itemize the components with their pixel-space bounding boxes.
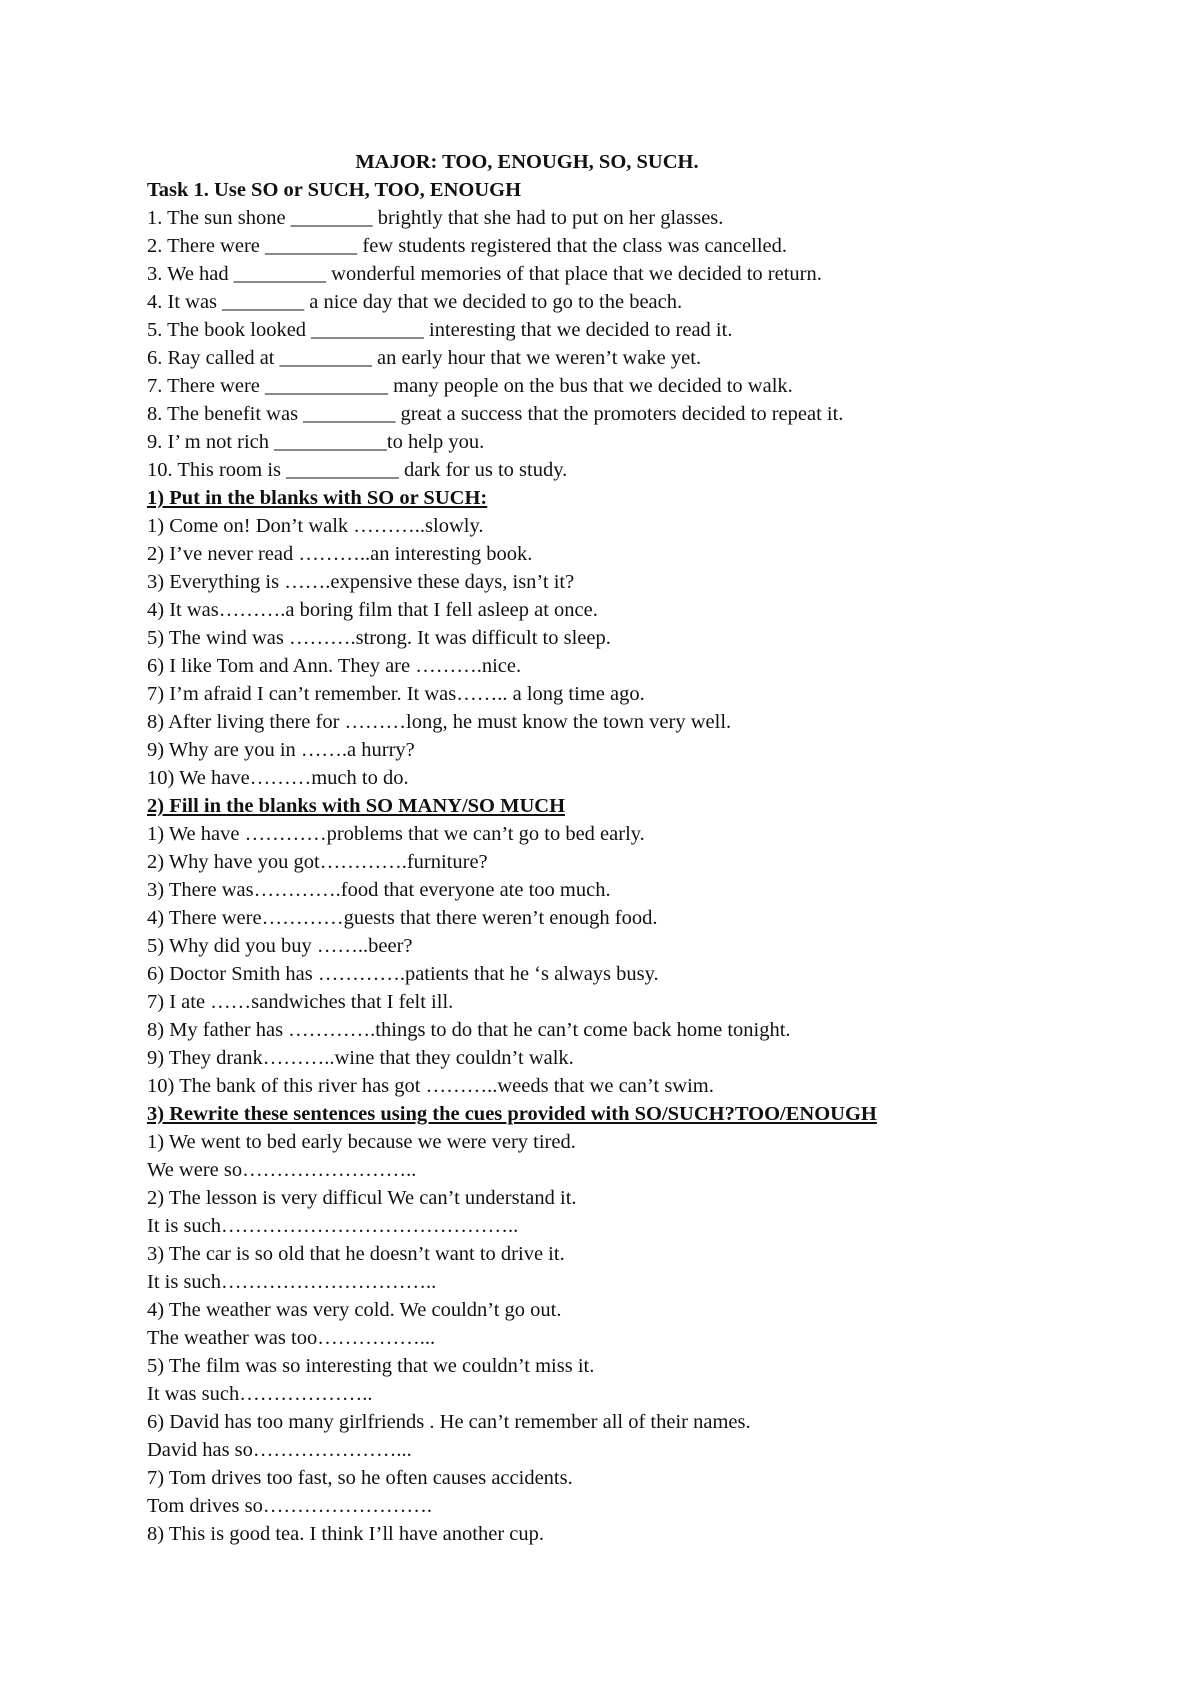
task1-item: 10. This room is ___________ dark for us to study.	[147, 459, 568, 481]
task1-heading: Task 1. Use SO or SUCH, TOO, ENOUGH	[147, 179, 522, 201]
task1-item: 6. Ray called at _________ an early hour that we weren’t wake yet.	[147, 347, 702, 369]
section1-item: 4) It was……….a boring film that I fell asleep at once.	[147, 599, 598, 621]
task1-item: 8. The benefit was _________ great a success that the promoters decided to repeat it.	[147, 403, 844, 425]
section3-item: 1) We went to bed early because we were very tired.	[147, 1131, 576, 1153]
section3-item: David has so…………………...	[147, 1439, 412, 1461]
section3-item: It is such…………………………..	[147, 1271, 437, 1293]
section2-item: 5) Why did you buy ……..beer?	[147, 935, 413, 957]
section1-item: 8) After living there for ………long, he must know the town very well.	[147, 711, 732, 733]
section2-item: 4) There were…………guests that there weren’t enough food.	[147, 907, 658, 929]
task1-item: 5. The book looked ___________ interesting that we decided to read it.	[147, 319, 733, 341]
task1-item: 2. There were _________ few students registered that the class was cancelled.	[147, 235, 788, 257]
section3-item: We were so……………………..	[147, 1159, 417, 1181]
section1-item: 7) I’m afraid I can’t remember. It was…….. a long time ago.	[147, 683, 645, 705]
section1-item: 10) We have………much to do.	[147, 767, 409, 789]
section3-heading: 3) Rewrite these sentences using the cues provided with SO/SUCH?TOO/ENOUGH	[147, 1103, 877, 1125]
section3-item: Tom drives so…………………….	[147, 1495, 432, 1517]
section3-item: 8) This is good tea. I think I’ll have another cup.	[147, 1523, 544, 1545]
task1-item: 3. We had _________ wonderful memories of that place that we decided to return.	[147, 263, 822, 285]
section1-item: 9) Why are you in …….a hurry?	[147, 739, 415, 761]
section1-item: 3) Everything is …….expensive these days, isn’t it?	[147, 571, 575, 593]
section2-item: 9) They drank………..wine that they couldn’t walk.	[147, 1047, 574, 1069]
section3-item: 2) The lesson is very difficul We can’t understand it.	[147, 1187, 577, 1209]
task1-item: 7. There were ____________ many people on the bus that we decided to walk.	[147, 375, 793, 397]
section3-item: It is such……………………………………..	[147, 1215, 519, 1237]
section1-item: 6) I like Tom and Ann. They are ……….nice.	[147, 655, 522, 677]
section2-item: 6) Doctor Smith has ………….patients that he ‘s always busy.	[147, 963, 659, 985]
worksheet-page	[147, 148, 1107, 1548]
section3-item: 5) The film was so interesting that we couldn’t miss it.	[147, 1355, 595, 1377]
section2-heading: 2) Fill in the blanks with SO MANY/SO MUCH	[147, 795, 566, 817]
section2-item: 7) I ate ……sandwiches that I felt ill.	[147, 991, 454, 1013]
section1-heading: 1) Put in the blanks with SO or SUCH:	[147, 487, 488, 509]
section3-item: 4) The weather was very cold. We couldn’t go out.	[147, 1299, 562, 1321]
section3-item: 6) David has too many girlfriends . He can’t remember all of their names.	[147, 1411, 751, 1433]
section2-item: 2) Why have you got………….furniture?	[147, 851, 488, 873]
section3-item: 7) Tom drives too fast, so he often causes accidents.	[147, 1467, 573, 1489]
section2-item: 3) There was………….food that everyone ate too much.	[147, 879, 611, 901]
section2-item: 1) We have …………problems that we can’t go to bed early.	[147, 823, 645, 845]
section1-item: 1) Come on! Don’t walk ………..slowly.	[147, 515, 484, 537]
section2-item: 10) The bank of this river has got ………..weeds that we can’t swim.	[147, 1075, 714, 1097]
task1-item: 1. The sun shone ________ brightly that she had to put on her glasses.	[147, 207, 724, 229]
section3-item: It was such………………..	[147, 1383, 373, 1405]
section1-item: 2) I’ve never read ………..an interesting book.	[147, 543, 533, 565]
task1-item: 4. It was ________ a nice day that we decided to go to the beach.	[147, 291, 683, 313]
section3-item: The weather was too……………...	[147, 1327, 436, 1349]
section3-item: 3) The car is so old that he doesn’t want to drive it.	[147, 1243, 565, 1265]
section2-item: 8) My father has ………….things to do that he can’t come back home tonight.	[147, 1019, 791, 1041]
worksheet-title: MAJOR: TOO, ENOUGH, SO, SUCH.	[355, 151, 699, 173]
section1-item: 5) The wind was ……….strong. It was difficult to sleep.	[147, 627, 611, 649]
task1-item: 9. I’ m not rich ___________to help you.	[147, 431, 485, 453]
